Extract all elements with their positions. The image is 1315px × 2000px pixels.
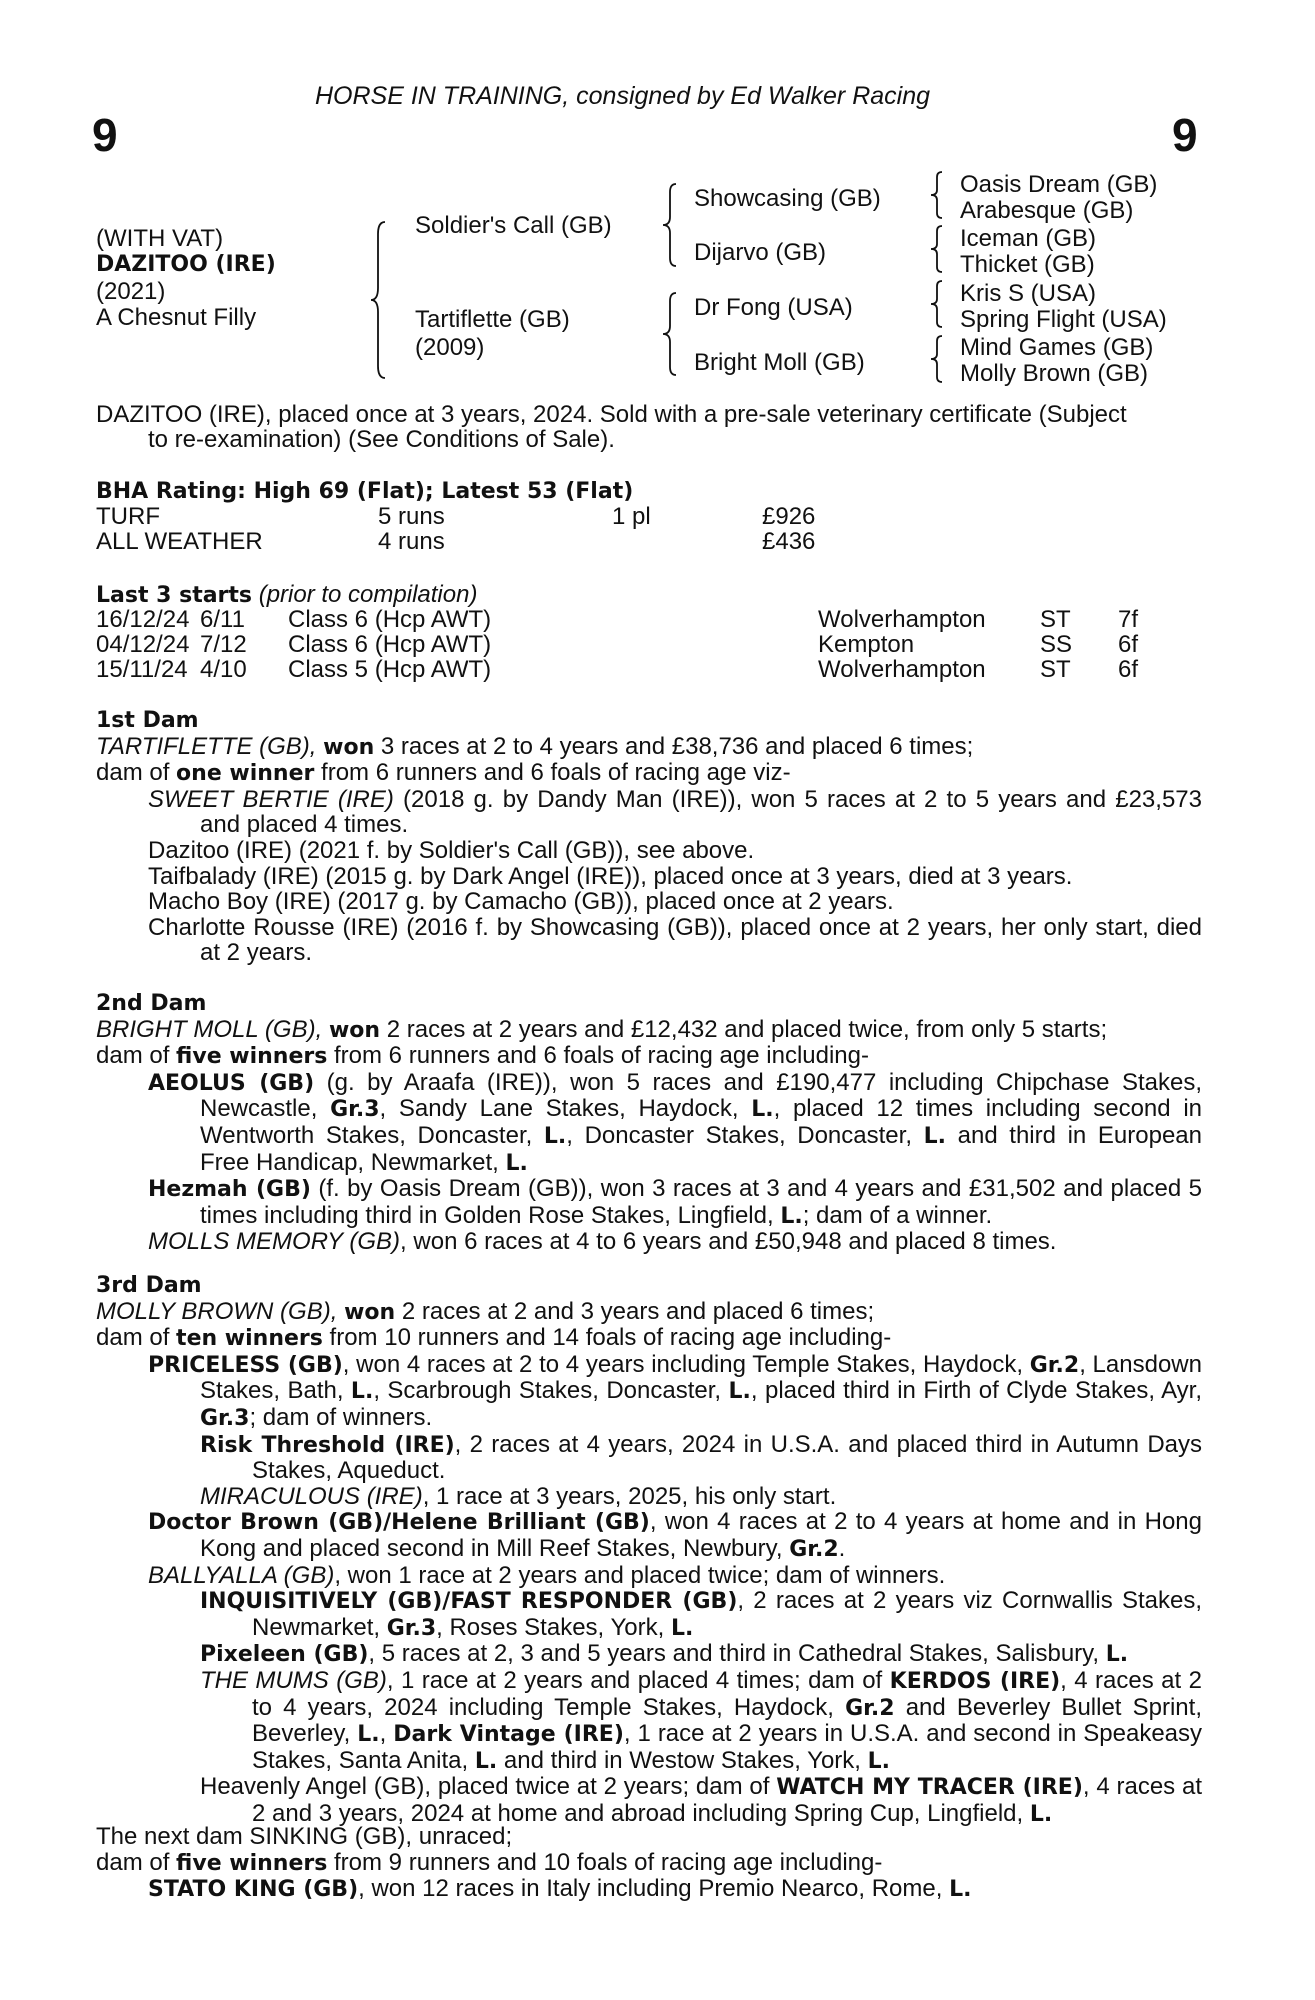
produce-name: INQUISITIVELY (GB)/FAST RESPONDER (GB) xyxy=(200,1589,738,1615)
starts-heading-italic: (prior to compilation) xyxy=(258,581,478,608)
third-dam-heading: 3rd Dam xyxy=(96,1273,202,1298)
text: and third in Westow Stakes, York, xyxy=(503,1746,861,1774)
group-label: Gr.2 xyxy=(1029,1352,1080,1378)
produce-name: WATCH MY TRACER (IRE) xyxy=(776,1775,1083,1801)
text: ; dam of winners. xyxy=(249,1403,433,1431)
second-dam-line xyxy=(96,1017,1202,1044)
produce-entry xyxy=(148,1229,1202,1255)
listed-label: L. xyxy=(751,1097,774,1123)
start-row-dist: 7f xyxy=(1118,606,1139,633)
pedigree-g7: Mind Games (GB) xyxy=(960,334,1154,361)
text: , Doncaster Stakes, Doncaster, xyxy=(566,1121,912,1149)
text: , won 4 races at 2 to 4 years at home and in Hong Kong and placed second in Mill Reef Stakes, Newbury, xyxy=(200,1508,1202,1562)
winners-count: ten winners xyxy=(176,1326,323,1352)
starts-heading-bold: Last 3 starts xyxy=(96,583,253,608)
lot-number-right: 9 xyxy=(1172,109,1198,161)
second-dam-name: BRIGHT MOLL (GB), xyxy=(96,1015,323,1043)
produce-name: MIRACULOUS (IRE) xyxy=(200,1482,423,1510)
start-row-class: Class 5 (Hcp AWT) xyxy=(288,656,492,683)
text: , 5 races at 2, 3 and 5 years and third in Cathedral Stakes, Salisbury, xyxy=(368,1640,1100,1668)
listed-label: L. xyxy=(728,1379,751,1405)
next-dam-produce-line xyxy=(96,1850,1202,1877)
text: from 6 runners and 6 foals of racing age including- xyxy=(334,1042,869,1070)
produce-entry xyxy=(200,1432,1202,1484)
text: , Scarbrough Stakes, Doncaster, xyxy=(373,1377,722,1405)
first-dam-record: 3 races at 2 to 4 years and £38,736 and placed 6 times; xyxy=(380,732,974,760)
won-label: won xyxy=(323,734,375,760)
start-row-going: SS xyxy=(1040,631,1073,658)
produce-name: Hezmah (GB) xyxy=(148,1177,311,1203)
text: , Sandy Lane Stakes, Haydock, xyxy=(379,1095,739,1123)
summary-line-1: DAZITOO (IRE), placed once at 3 years, 2024. Sold with a pre-sale veterinary certificate (Subject xyxy=(96,401,1127,428)
text: , 4 races at 2 and 3 years, 2024 at home and abroad including Spring Cup, Lingfield, xyxy=(252,1773,1202,1827)
start-row-course: Kempton xyxy=(818,631,915,658)
text: (g. by Araafa (IRE)), won 5 races and £190,477 including Chipchase Stakes, Newcastle, xyxy=(200,1068,1203,1123)
text: , 4 races at 2 to 4 years, 2024 including Temple Stakes, Haydock, xyxy=(252,1666,1202,1721)
text: , Lansdown Stakes, Bath, xyxy=(200,1350,1202,1405)
produce-entry xyxy=(148,1876,1202,1903)
page-header-title: HORSE IN TRAINING, consigned by Ed Walker Racing xyxy=(315,82,931,110)
pedigree-dam-year: (2009) xyxy=(415,334,485,361)
rating-turf-placed: 1 pl xyxy=(612,503,651,530)
won-label: won xyxy=(328,1017,381,1043)
listed-label: L. xyxy=(923,1123,946,1149)
listed-label: L. xyxy=(505,1150,528,1176)
text: dam of xyxy=(96,759,170,787)
first-dam-section xyxy=(96,708,1202,966)
horse-description: A Chesnut Filly xyxy=(96,304,257,331)
start-row-class: Class 6 (Hcp AWT) xyxy=(288,606,492,633)
third-dam-produce-line xyxy=(96,1325,1202,1352)
first-dam-name: TARTIFLETTE (GB), xyxy=(96,732,317,760)
pedigree-g2: Arabesque (GB) xyxy=(960,197,1134,224)
start-row-pos: 6/11 xyxy=(200,606,245,633)
text: , won 1 race at 2 years and placed twice; dam of winners. xyxy=(334,1561,946,1589)
text: from 6 runners and 6 foals of racing age viz- xyxy=(321,759,791,787)
produce-entry xyxy=(148,1352,1202,1432)
first-dam-produce-line xyxy=(96,760,1202,787)
second-dam-produce-line xyxy=(96,1043,1202,1070)
third-dam-record: 2 races at 2 and 3 years and placed 6 times; xyxy=(401,1297,875,1325)
produce-name: KERDOS (IRE) xyxy=(889,1668,1061,1694)
start-row-course: Wolverhampton xyxy=(818,606,986,633)
pedigree-brace-g2 xyxy=(928,226,946,272)
second-dam-heading: 2nd Dam xyxy=(96,991,207,1016)
pedigree-g8: Molly Brown (GB) xyxy=(960,360,1149,387)
start-row-class: Class 6 (Hcp AWT) xyxy=(288,631,492,658)
produce-name: THE MUMS (GB) xyxy=(200,1666,387,1694)
listed-label: L. xyxy=(1105,1642,1129,1668)
produce-name: Pixeleen (GB) xyxy=(200,1642,369,1668)
produce-name: PRICELESS (GB) xyxy=(148,1352,343,1378)
start-row-dist: 6f xyxy=(1118,656,1139,683)
produce-record: (2018 g. by Dandy Man (IRE)), won 5 races at 2 to 5 years and £23,573 and placed 4 times. xyxy=(200,785,1202,839)
text: , xyxy=(379,1720,387,1748)
produce-entry xyxy=(148,1509,1202,1562)
listed-label: L. xyxy=(670,1615,694,1641)
first-dam-line xyxy=(96,734,1202,761)
second-dam-record: 2 races at 2 years and £12,432 and placed twice, from only 5 starts; xyxy=(386,1015,1108,1043)
pedigree-brace-g1 xyxy=(928,172,946,218)
group-label: Gr.2 xyxy=(789,1536,839,1562)
pedigree-dam-sire: Dr Fong (USA) xyxy=(694,294,853,321)
third-dam-line xyxy=(96,1299,1202,1326)
rating-turf-earnings: £926 xyxy=(762,503,816,530)
pedigree-brace-g3 xyxy=(928,281,946,327)
text: ; dam of a winner. xyxy=(802,1201,993,1229)
listed-label: L. xyxy=(543,1123,567,1149)
text: , 1 race at 2 years and placed 4 times; dam of xyxy=(386,1666,883,1694)
group-label: Gr.3 xyxy=(386,1615,437,1641)
start-row-course: Wolverhampton xyxy=(818,656,986,683)
pedigree-brace-dam xyxy=(660,293,680,375)
produce-entry xyxy=(148,1176,1202,1229)
produce-entry xyxy=(148,1563,1202,1589)
text: Heavenly Angel (GB), placed twice at 2 years; dam of xyxy=(200,1773,770,1801)
rating-aw-earnings: £436 xyxy=(762,528,816,555)
group-label: Gr.2 xyxy=(845,1695,895,1721)
produce-name: Risk Threshold (IRE) xyxy=(200,1432,455,1458)
listed-label: L. xyxy=(1029,1801,1053,1827)
start-row-going: ST xyxy=(1040,656,1071,683)
produce-entry xyxy=(200,1641,1202,1668)
text: dam of xyxy=(96,1042,170,1070)
text: , placed third in Firth of Clyde Stakes, Ayr, xyxy=(750,1377,1202,1405)
produce-entry: Taifbalady (IRE) (2015 g. by Dark Angel (IRE)), placed once at 3 years, died at 3 years. xyxy=(148,862,1073,890)
text: , 1 race at 2 years in U.S.A. and second in Speakeasy Stakes, Santa Anita, xyxy=(252,1720,1203,1774)
horse-name: DAZITOO (IRE) xyxy=(96,252,276,277)
text: , won 4 races at 2 to 4 years including Temple Stakes, Haydock, xyxy=(342,1350,1024,1378)
produce-name: BALLYALLA (GB) xyxy=(148,1561,335,1589)
start-row-date: 04/12/24 xyxy=(96,631,190,658)
listed-label: L. xyxy=(357,1722,380,1748)
text: dam of xyxy=(96,1848,170,1876)
pedigree-sire-sire: Showcasing (GB) xyxy=(694,185,881,212)
text: , placed 12 times including second in Wentworth Stakes, Doncaster, xyxy=(200,1095,1202,1149)
pedigree-dam-dam: Bright Moll (GB) xyxy=(694,349,865,376)
produce-name: AEOLUS (GB) xyxy=(148,1070,315,1096)
text: dam of xyxy=(96,1324,170,1352)
pedigree-g4: Thicket (GB) xyxy=(960,251,1095,278)
text: , won 12 races in Italy including Premio Nearco, Rome, xyxy=(358,1875,943,1903)
listed-label: L. xyxy=(474,1748,498,1774)
pedigree-brace-sire xyxy=(660,184,680,266)
text: , 1 race at 3 years, 2025, his only start. xyxy=(422,1482,837,1510)
start-row-dist: 6f xyxy=(1118,631,1139,658)
horse-year: (2021) xyxy=(96,278,166,305)
produce-name: STATO KING (GB) xyxy=(148,1877,359,1903)
next-dam-line: The next dam SINKING (GB), unraced; xyxy=(96,1823,513,1850)
text: , 2 races at 2 years viz Cornwallis Stakes, Newmarket, xyxy=(252,1587,1202,1641)
produce-entry: Macho Boy (IRE) (2017 g. by Camacho (GB)), placed once at 2 years. xyxy=(148,888,894,916)
pedigree-g3: Iceman (GB) xyxy=(960,225,1097,252)
text: from 9 runners and 10 foals of racing age including- xyxy=(334,1848,883,1876)
produce-entry: Charlotte Rousse (IRE) (2016 f. by Showcasing (GB)), placed once at 2 years, her only start, died at 2 years. xyxy=(148,913,1202,967)
produce-name: Dark Vintage (IRE) xyxy=(393,1722,624,1748)
won-label: won xyxy=(344,1299,396,1325)
rating-turf-runs: 5 runs xyxy=(378,503,445,530)
rating-aw-runs: 4 runs xyxy=(378,528,445,555)
pedigree-brace-g4 xyxy=(928,336,946,382)
rating-heading: BHA Rating: High 69 (Flat); Latest 53 (Flat) xyxy=(96,479,634,504)
start-row-pos: 7/12 xyxy=(200,631,247,658)
winners-count: one winner xyxy=(176,761,315,787)
text: from 10 runners and 14 foals of racing age including- xyxy=(329,1324,892,1352)
produce-entry xyxy=(200,1668,1202,1774)
listed-label: L. xyxy=(780,1203,803,1229)
lot-number-left: 9 xyxy=(92,109,118,161)
pedigree-dam: Tartiflette (GB) xyxy=(415,306,570,333)
pedigree-g5: Kris S (USA) xyxy=(960,280,1097,307)
produce-entry: Dazitoo (IRE) (2021 f. by Soldier's Call (GB)), see above. xyxy=(148,836,755,864)
group-label: Gr.3 xyxy=(330,1097,380,1123)
listed-label: L. xyxy=(350,1379,374,1405)
text: , won 6 races at 4 to 6 years and £50,948 and placed 8 times. xyxy=(400,1228,1057,1256)
next-dam-section xyxy=(96,1824,1202,1903)
rating-turf-surface: TURF xyxy=(96,503,160,530)
listed-label: L. xyxy=(949,1877,972,1903)
text: and third in European Free Handicap, Newmarket, xyxy=(200,1121,1202,1176)
winners-count: five winners xyxy=(176,1850,328,1876)
winners-count: five winners xyxy=(176,1044,328,1070)
third-dam-name: MOLLY BROWN (GB), xyxy=(96,1297,338,1325)
produce-entry xyxy=(148,787,1202,838)
text: , Roses Stakes, York, xyxy=(436,1613,665,1641)
text: . xyxy=(838,1534,846,1562)
start-row-pos: 4/10 xyxy=(200,656,247,683)
text: and Beverley Bullet Sprint, Beverley, xyxy=(252,1693,1202,1748)
produce-name: MOLLS MEMORY (GB) xyxy=(148,1228,401,1256)
group-label: Gr.3 xyxy=(200,1405,250,1431)
summary-line-2: to re-examination) (See Conditions of Sale). xyxy=(148,426,615,453)
pedigree-g6: Spring Flight (USA) xyxy=(960,306,1167,333)
text: , 2 races at 4 years, 2024 in U.S.A. and placed third in Autumn Days Stakes, Aqueduct. xyxy=(252,1430,1202,1485)
vat-label: (WITH VAT) xyxy=(96,225,224,252)
pedigree-sire-dam: Dijarvo (GB) xyxy=(694,239,827,266)
start-row-date: 16/12/24 xyxy=(96,606,190,633)
start-row-going: ST xyxy=(1040,606,1071,633)
text: (f. by Oasis Dream (GB)), won 3 races at 3 and 4 years and £31,502 and placed 5 times including third in Golden Rose Stakes, Lingfield, xyxy=(200,1175,1203,1229)
pedigree-g1: Oasis Dream (GB) xyxy=(960,171,1158,198)
produce-entry xyxy=(200,1774,1202,1827)
first-dam-heading: 1st Dam xyxy=(96,708,199,733)
produce-entry xyxy=(200,1588,1202,1641)
listed-label: L. xyxy=(867,1748,891,1774)
start-row-date: 15/11/24 xyxy=(96,656,188,683)
pedigree-sire: Soldier's Call (GB) xyxy=(415,212,612,239)
second-dam-section xyxy=(96,991,1202,1255)
produce-name: SWEET BERTIE (IRE) xyxy=(148,785,394,813)
pedigree-brace-main xyxy=(369,222,389,378)
produce-entry xyxy=(148,1070,1202,1176)
produce-entry xyxy=(200,1484,1202,1510)
rating-aw-surface: ALL WEATHER xyxy=(96,528,263,555)
starts-heading xyxy=(96,582,477,609)
produce-name: Doctor Brown (GB)/Helene Brilliant (GB) xyxy=(148,1510,650,1536)
third-dam-section xyxy=(96,1273,1202,1827)
